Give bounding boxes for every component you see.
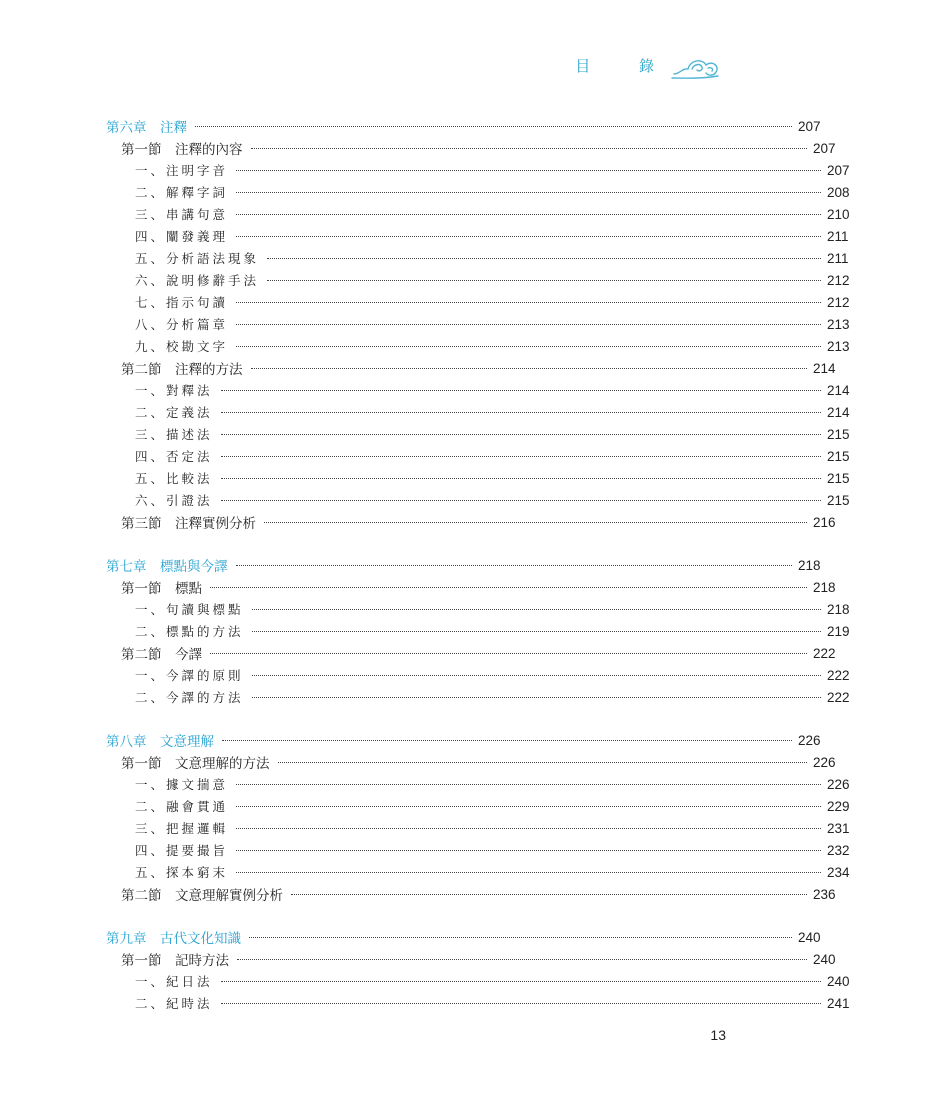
toc-subsection-entry[interactable] <box>0 817 935 839</box>
toc-entry-page: 215 <box>827 492 850 508</box>
toc-section-entry[interactable] <box>0 642 921 664</box>
toc-subsection-entry[interactable] <box>0 291 935 313</box>
toc-entry-page: 215 <box>827 426 850 442</box>
dot-leader <box>236 301 821 303</box>
header-title: 目 錄 <box>575 56 676 75</box>
toc-entry-page: 216 <box>813 514 836 530</box>
toc-entry-page: 219 <box>827 623 850 639</box>
toc-subsection-entry[interactable] <box>0 269 935 291</box>
toc-chapter-entry[interactable] <box>0 926 906 948</box>
toc-subsection-entry[interactable] <box>0 445 935 467</box>
toc-section-entry[interactable] <box>0 576 921 598</box>
toc-subsection-entry[interactable] <box>0 598 935 620</box>
toc-entry-label: 三、描述法 <box>135 427 213 442</box>
dot-leader <box>236 783 821 785</box>
dot-leader <box>210 586 807 588</box>
toc-subsection-entry[interactable] <box>0 313 935 335</box>
toc-subsection-entry[interactable] <box>0 664 935 686</box>
dot-leader <box>221 411 821 413</box>
toc-entry-label: 四、否定法 <box>135 449 213 464</box>
toc-entry-label: 第一節 文意理解的方法 <box>121 756 270 772</box>
toc-chapter-entry[interactable] <box>0 115 906 137</box>
toc-entry-label: 一、句讀與標點 <box>135 602 244 617</box>
dot-leader <box>195 125 792 127</box>
toc-subsection-entry[interactable] <box>0 247 935 269</box>
dot-leader <box>291 893 807 895</box>
toc-subsection-entry[interactable] <box>0 686 935 708</box>
toc-entry-page: 214 <box>827 404 850 420</box>
toc-entry-label: 第二節 文意理解實例分析 <box>121 888 283 904</box>
toc-entry-label: 二、解釋字詞 <box>135 185 229 200</box>
dot-leader <box>251 147 808 149</box>
dot-leader <box>222 739 792 741</box>
toc-entry-label: 一、紀日法 <box>135 974 213 989</box>
toc-section-entry[interactable] <box>0 137 921 159</box>
toc-entry-page: 222 <box>827 667 850 683</box>
toc-entry-label: 八、分析篇章 <box>135 317 229 332</box>
toc-entry-label: 六、引證法 <box>135 493 213 508</box>
toc-entry-label: 五、比較法 <box>135 471 213 486</box>
toc-entry-page: 229 <box>827 798 850 814</box>
dot-leader <box>236 345 821 347</box>
dot-leader <box>264 521 807 523</box>
toc-section-entry[interactable] <box>0 511 921 533</box>
toc-entry-page: 240 <box>813 951 836 967</box>
toc-subsection-entry[interactable] <box>0 225 935 247</box>
dot-leader <box>252 608 821 610</box>
toc-entry-page: 215 <box>827 448 850 464</box>
dot-leader <box>236 871 821 873</box>
toc-entry-label: 第三節 注釋實例分析 <box>121 516 256 532</box>
running-header <box>575 48 722 82</box>
toc-entry-label: 四、提要撮旨 <box>135 843 229 858</box>
dot-leader <box>236 235 821 237</box>
toc-entry-label: 一、注明字音 <box>135 163 229 178</box>
toc-entry-page: 214 <box>827 382 850 398</box>
toc-entry-label: 二、標點的方法 <box>135 624 244 639</box>
toc-entry-label: 第六章 注釋 <box>106 120 187 136</box>
toc-entry-label: 九、校勘文字 <box>135 339 229 354</box>
dot-leader <box>236 323 821 325</box>
dot-leader <box>221 433 821 435</box>
toc-entry-page: 211 <box>827 228 849 244</box>
toc-entry-label: 第九章 古代文化知識 <box>106 931 241 947</box>
toc-subsection-entry[interactable] <box>0 203 935 225</box>
toc-entry-page: 231 <box>827 820 850 836</box>
dot-leader <box>221 980 821 982</box>
toc-subsection-entry[interactable] <box>0 795 935 817</box>
toc-entry-label: 四、闡發義理 <box>135 229 229 244</box>
toc-entry-page: 208 <box>827 184 850 200</box>
toc-entry-page: 226 <box>813 754 836 770</box>
toc-entry-page: 240 <box>827 973 850 989</box>
toc-subsection-entry[interactable] <box>0 335 935 357</box>
toc-entry-page: 214 <box>813 360 836 376</box>
toc-subsection-entry[interactable] <box>0 620 935 642</box>
toc-entry-label: 三、串講句意 <box>135 207 229 222</box>
toc-subsection-entry[interactable] <box>0 861 935 883</box>
toc-entry-label: 第八章 文意理解 <box>106 734 214 750</box>
toc-entry-page: 212 <box>827 294 850 310</box>
toc-entry-page: 234 <box>827 864 850 880</box>
toc-subsection-entry[interactable] <box>0 992 935 1014</box>
toc-entry-label: 二、今譯的方法 <box>135 690 244 705</box>
dot-leader <box>221 499 821 501</box>
toc-entry-label: 二、定義法 <box>135 405 213 420</box>
toc-entry-label: 五、探本窮末 <box>135 865 229 880</box>
dot-leader <box>236 191 821 193</box>
dot-leader <box>210 652 807 654</box>
toc-entry-page: 218 <box>813 579 836 595</box>
toc-entry-label: 第二節 今譯 <box>121 647 202 663</box>
toc-entry-page: 213 <box>827 338 850 354</box>
toc-entry-page: 218 <box>798 557 821 573</box>
toc-subsection-entry[interactable] <box>0 423 935 445</box>
dot-leader <box>221 1002 821 1004</box>
dot-leader <box>236 805 821 807</box>
dot-leader <box>236 827 821 829</box>
cloud-ornament-icon <box>670 48 722 82</box>
toc-entry-page: 207 <box>827 162 850 178</box>
toc-entry-page: 222 <box>813 645 836 661</box>
toc-subsection-entry[interactable] <box>0 159 935 181</box>
toc-entry-label: 一、對釋法 <box>135 383 213 398</box>
toc-entry-page: 212 <box>827 272 850 288</box>
toc-entry-label: 一、據文揣意 <box>135 777 229 792</box>
toc-entry-label: 二、融會貫通 <box>135 799 229 814</box>
dot-leader <box>221 389 821 391</box>
toc-entry-page: 207 <box>798 118 821 134</box>
toc-entry-label: 第二節 注釋的方法 <box>121 362 243 378</box>
toc-entry-label: 第一節 記時方法 <box>121 953 229 969</box>
toc-subsection-entry[interactable] <box>0 773 935 795</box>
toc-entry-page: 210 <box>827 206 850 222</box>
toc-entry-page: 207 <box>813 140 836 156</box>
toc-subsection-entry[interactable] <box>0 181 935 203</box>
dot-leader <box>237 958 807 960</box>
toc-entry-page: 213 <box>827 316 850 332</box>
dot-leader <box>278 761 808 763</box>
toc-entry-label: 第一節 標點 <box>121 581 202 597</box>
toc-entry-page: 241 <box>827 995 850 1011</box>
toc-subsection-entry[interactable] <box>0 839 935 861</box>
dot-leader <box>249 936 792 938</box>
toc-section-entry[interactable] <box>0 751 921 773</box>
toc-chapter-entry[interactable] <box>0 729 906 751</box>
dot-leader <box>236 169 821 171</box>
toc-subsection-entry[interactable] <box>0 379 935 401</box>
dot-leader <box>236 564 793 566</box>
toc-entry-label: 一、今譯的原則 <box>135 668 244 683</box>
dot-leader <box>252 630 821 632</box>
toc-subsection-entry[interactable] <box>0 489 935 511</box>
dot-leader <box>267 279 821 281</box>
dot-leader <box>252 674 821 676</box>
toc-entry-label: 第七章 標點與今譯 <box>106 559 228 575</box>
toc-entry-label: 六、說明修辭手法 <box>135 273 260 288</box>
toc-entry-page: 215 <box>827 470 850 486</box>
toc-entry-page: 226 <box>798 732 821 748</box>
toc-entry-page: 222 <box>827 689 850 705</box>
toc-entry-label: 三、把握邏輯 <box>135 821 229 836</box>
toc-entry-page: 236 <box>813 886 836 902</box>
dot-leader <box>251 367 808 369</box>
toc-entry-page: 240 <box>798 929 821 945</box>
toc-subsection-entry[interactable] <box>0 970 935 992</box>
toc-entry-page: 232 <box>827 842 850 858</box>
toc-section-entry[interactable] <box>0 883 921 905</box>
toc-entry-label: 二、紀時法 <box>135 996 213 1011</box>
toc-entry-page: 211 <box>827 250 849 266</box>
dot-leader <box>252 696 821 698</box>
toc-entry-label: 五、分析語法現象 <box>135 251 260 266</box>
toc-section-entry[interactable] <box>0 357 921 379</box>
toc-entry-label: 第一節 注釋的內容 <box>121 142 243 158</box>
toc-entry-label: 七、指示句讀 <box>135 295 229 310</box>
toc-chapter-entry[interactable] <box>0 554 906 576</box>
dot-leader <box>221 477 821 479</box>
toc-section-entry[interactable] <box>0 948 921 970</box>
toc-subsection-entry[interactable] <box>0 401 935 423</box>
toc-entry-page: 218 <box>827 601 850 617</box>
toc-entry-page: 226 <box>827 776 850 792</box>
toc-subsection-entry[interactable] <box>0 467 935 489</box>
dot-leader <box>236 213 821 215</box>
dot-leader <box>221 455 821 457</box>
page-number: 13 <box>710 1027 726 1043</box>
dot-leader <box>267 257 821 259</box>
dot-leader <box>236 849 821 851</box>
